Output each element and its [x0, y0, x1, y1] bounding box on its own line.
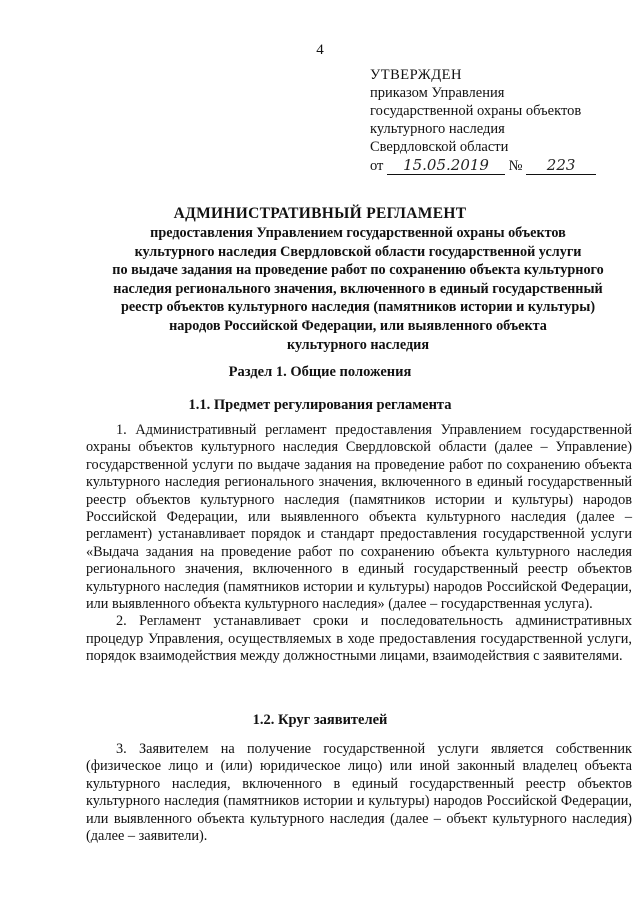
approval-line: приказом Управления — [370, 85, 505, 101]
subtitle-line: предоставления Управлением государственной охраны объектов — [150, 225, 566, 241]
handwritten-date: 15.05.2019 — [387, 156, 505, 175]
subsection-1-1-heading: 1.1. Предмет регулирования регламента — [188, 397, 452, 413]
subtitle-line: культурного наследия Свердловской области государственной услуги — [134, 243, 582, 260]
approval-line: Свердловской области — [370, 139, 509, 155]
approval-line: культурного наследия — [370, 121, 505, 137]
subsection-1-2-heading: 1.2. Круг заявителей — [252, 712, 388, 728]
paragraph-1: 1. Административный регламент предоставления Управлением государственной охраны объектов культурного наследия Свердловской области (далее – Управление) государственной услуги по выдаче задания на проведение работ по сохранению объекта культурного наследия регионального значения, включенного в единый государственный реестр объектов культурного наследия (памятников истории и культуры) народов Российской Федерации, или выявленного объекта культурного наследия (далее – регламент) устанавливает порядок и стандарт предоставления государственной услуги «Выдача задания на проведение работ по сохранению объекта культурного наследия регионального значения, включенного в единый государственный реестр объектов культурного наследия (памятников истории и культуры) народов Российской Федерации, или выявленного объекта культурного наследия» (далее – государственная услуга). — [86, 422, 632, 613]
page-number: 4 — [316, 42, 324, 58]
document-subtitle — [78, 224, 638, 354]
subtitle-line: реестр объектов культурного наследия (памятников истории и культуры) — [120, 299, 596, 316]
section-1-1-body — [86, 422, 632, 666]
subtitle-line: народов Российской Федерации, или выявленного объекта — [169, 317, 547, 334]
approval-line: государственной охраны объектов — [370, 103, 582, 119]
approval-title: УТВЕРЖДЕН — [370, 67, 462, 83]
subtitle-line: наследия регионального значения, включенного в единый государственный — [113, 280, 603, 297]
approval-date-number-line — [370, 156, 630, 175]
handwritten-number: 223 — [526, 156, 596, 175]
document-title: АДМИНИСТРАТИВНЫЙ РЕГЛАМЕНТ — [173, 205, 467, 222]
number-label: № — [508, 158, 523, 174]
from-label: от — [370, 158, 384, 174]
subtitle-line: по выдаче задания на проведение работ по сохранению объекта культурного — [112, 262, 604, 279]
section-1-heading: Раздел 1. Общие положения — [228, 364, 412, 380]
subtitle-line: культурного наследия — [286, 336, 430, 353]
section-1-2-body — [86, 741, 632, 845]
paragraph-2: 2. Регламент устанавливает сроки и последовательность административных процедур Управления, осуществляемых в ходе предоставления государственной услуги, порядок взаимодействия между должностными лицами, взаимодействия с заявителями. — [86, 613, 632, 665]
paragraph-3: 3. Заявителем на получение государственной услуги является собственник (физическое лицо и (или) юридическое лицо) или иной законный владелец объекта культурного наследия, включенного в единый государственный реестр объектов культурного наследия (памятников истории и культуры) народов Российской Федерации, или выявленного объекта культурного наследия (далее – объект культурного наследия) (далее – заявители). — [86, 741, 632, 845]
approval-block — [370, 66, 630, 175]
